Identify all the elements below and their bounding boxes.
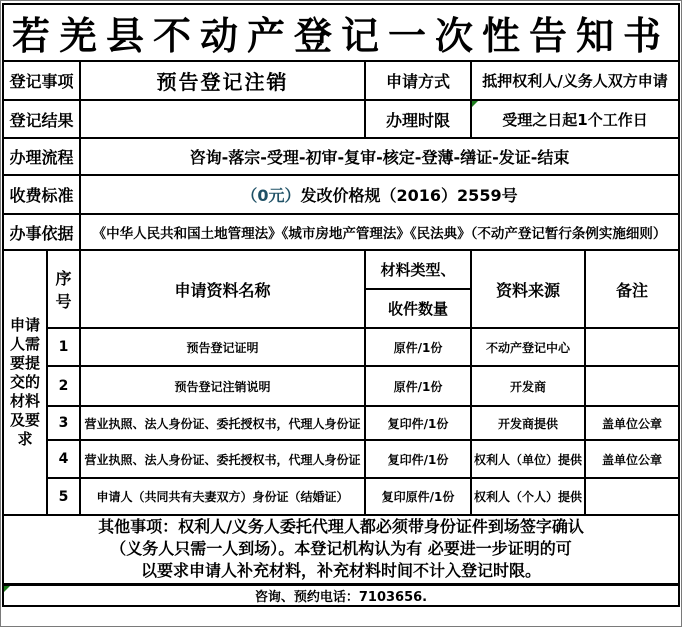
- header-material-name: 申请资料名称: [80, 250, 365, 328]
- basis-label: 办事依据: [3, 214, 80, 250]
- material-type: 复印原件/1份: [365, 478, 471, 515]
- material-note: [585, 328, 679, 366]
- material-seq: 3: [47, 406, 80, 440]
- material-name: 预告登记注销说明: [80, 366, 365, 406]
- header-seq: 序号: [47, 250, 80, 328]
- material-note: 盖单位公章: [585, 440, 679, 478]
- apply-method-label: 申请方式: [365, 61, 471, 100]
- header-note: 备注: [585, 250, 679, 328]
- material-seq: 4: [47, 440, 80, 478]
- fee-label: 收费标准: [3, 175, 80, 214]
- time-limit-value: 受理之日起1个工作日: [502, 110, 648, 129]
- material-seq: 1: [47, 328, 80, 366]
- time-limit-cell: [471, 100, 679, 138]
- header-material-type: 材料类型、: [365, 250, 471, 289]
- material-note: 盖单位公章: [585, 406, 679, 440]
- reg-result-label: 登记结果: [3, 100, 80, 138]
- fee-doc-ref: 发改价格规（2016）2559号: [300, 186, 518, 205]
- process-label: 办理流程: [3, 138, 80, 175]
- material-seq: 5: [47, 478, 80, 515]
- material-source: 开发商提供: [471, 406, 585, 440]
- header-quantity: 收件数量: [365, 289, 471, 328]
- other-items-line2: （义务人只需一人到场）。本登记机构认为有 必要进一步证明的可: [110, 539, 572, 559]
- material-source: 权利人（个人）提供: [471, 478, 585, 515]
- other-items-line1: 其他事项：权利人/义务人委托代理人都必须带身份证件到场签字确认: [98, 517, 584, 537]
- notification-table: [2, 3, 680, 607]
- fee-amount: （0元）: [241, 186, 301, 205]
- material-row: [3, 366, 679, 406]
- material-note: [585, 366, 679, 406]
- material-type: 原件/1份: [365, 366, 471, 406]
- other-items-note: [3, 515, 679, 584]
- material-type: 复印件/1份: [365, 406, 471, 440]
- material-seq: 2: [47, 366, 80, 406]
- contact-phone: 咨询、预约电话：7103656.: [254, 589, 428, 605]
- reg-result-value: [80, 100, 365, 138]
- time-limit-label: 办理时限: [365, 100, 471, 138]
- material-row: [3, 440, 679, 478]
- material-row: [3, 328, 679, 366]
- excel-error-indicator-icon: [472, 101, 478, 107]
- material-source: 开发商: [471, 366, 585, 406]
- contact-phone-cell: [3, 584, 679, 606]
- material-name: 营业执照、法人身份证、委托授权书，代理人身份证: [80, 440, 365, 478]
- header-source: 资料来源: [471, 250, 585, 328]
- material-row: [3, 478, 679, 515]
- side-requirements-label: 申请人需要提交的材料及要求: [9, 316, 40, 448]
- reg-item-label: 登记事项: [3, 61, 80, 100]
- material-type: 原件/1份: [365, 328, 471, 366]
- side-requirements-cell: [3, 250, 47, 515]
- document-title: 若羌县不动产登记一次性告知书: [3, 4, 679, 61]
- basis-value: 《中华人民共和国土地管理法》《城市房地产管理法》《民法典》（不动产登记暂行条例实施细则）: [80, 214, 679, 250]
- apply-method-value: 抵押权利人/义务人双方申请: [471, 61, 679, 100]
- material-source: 权利人（单位）提供: [471, 440, 585, 478]
- material-source: 不动产登记中心: [471, 328, 585, 366]
- material-type: 复印件/1份: [365, 440, 471, 478]
- material-name: 营业执照、法人身份证、委托授权书，代理人身份证: [80, 406, 365, 440]
- process-value: 咨询-落宗-受理-初审-复审-核定-登薄-缮证-发证-结束: [80, 138, 679, 175]
- material-name: 申请人（共同共有夫妻双方）身份证（结婚证）: [80, 478, 365, 515]
- material-row: [3, 406, 679, 440]
- fee-value: [80, 175, 679, 214]
- material-name: 预告登记证明: [80, 328, 365, 366]
- other-items-line3: 以要求申请人补充材料，补充材料时间不计入登记时限。: [140, 561, 541, 581]
- material-note: [585, 478, 679, 515]
- excel-error-indicator-icon: [4, 586, 10, 592]
- reg-item-value: 预告登记注销: [80, 61, 365, 100]
